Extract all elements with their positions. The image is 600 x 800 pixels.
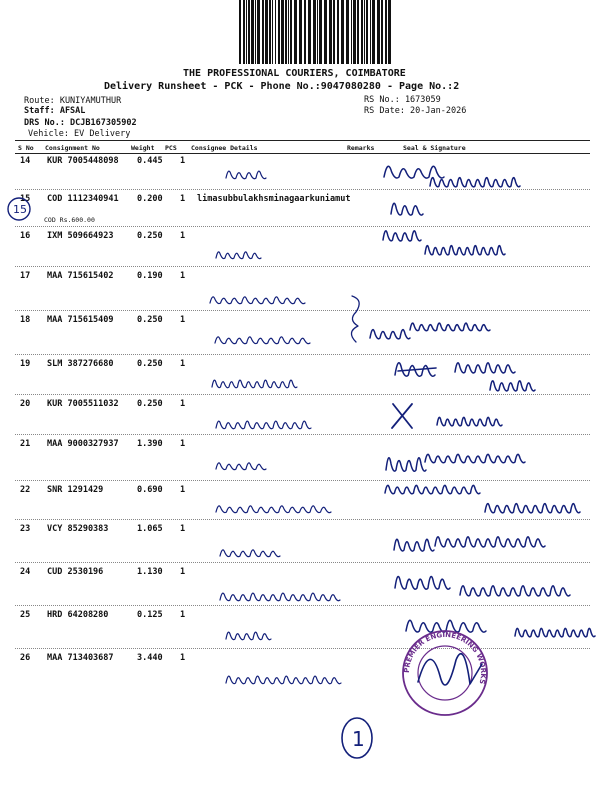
- row-consignment: MAA 715615409: [47, 315, 114, 325]
- remarks-brace-mark: [351, 296, 359, 342]
- signature-handwriting: [490, 381, 535, 391]
- row-sno: 14: [20, 156, 31, 166]
- consignee-handwriting: [210, 297, 305, 304]
- row-consignment: VCY 85290383: [47, 524, 109, 534]
- row-divider: [15, 562, 590, 563]
- company-seal-stamp: [403, 631, 487, 715]
- row-sno: 24: [20, 567, 31, 577]
- cross-mark: [392, 404, 412, 428]
- row-weight: 0.190: [137, 271, 163, 281]
- signature-handwriting: [383, 231, 421, 241]
- signature-handwriting: [515, 628, 595, 636]
- row-consignment: MAA 713403687: [47, 653, 114, 663]
- row-divider: [15, 648, 590, 649]
- header-bottom-rule: [15, 153, 590, 154]
- row-sno: 17: [20, 271, 31, 281]
- row-weight: 0.250: [137, 359, 163, 369]
- consignee-handwriting: [215, 337, 310, 344]
- signature-handwriting: [406, 620, 486, 632]
- row-divider: [15, 189, 590, 190]
- row-consignee: limasubbulakhsminagaarkuniamut: [197, 194, 351, 204]
- row-weight: 0.445: [137, 156, 163, 166]
- row-divider: [15, 519, 590, 520]
- row-weight: 1.390: [137, 439, 163, 449]
- col-signature: Seal & Signature: [403, 144, 466, 152]
- row-pcs: 1: [180, 653, 186, 663]
- rs-date: RS Date: 20-Jan-2026: [364, 106, 467, 116]
- signature-handwriting: [460, 586, 570, 596]
- row-sno: 22: [20, 485, 31, 495]
- signature-handwriting: [437, 417, 502, 425]
- consignee-handwriting: [220, 593, 340, 601]
- row-pcs: 1: [180, 231, 186, 241]
- footer-mark-text: 1: [352, 727, 365, 751]
- row-pcs: 1: [180, 524, 186, 534]
- row-divider: [15, 266, 590, 267]
- row-weight: 0.690: [137, 485, 163, 495]
- consignee-handwriting: [226, 632, 271, 640]
- consignee-handwriting: [216, 506, 331, 513]
- col-weight: Weight: [131, 144, 155, 152]
- row-pcs: 1: [180, 485, 186, 495]
- row-divider: [15, 394, 590, 395]
- row-sno: 20: [20, 399, 31, 409]
- signature-handwriting: [425, 246, 505, 255]
- signature-handwriting: [425, 454, 525, 462]
- header-top-rule: [15, 140, 590, 141]
- row-divider: [15, 434, 590, 435]
- row-consignment: MAA 715615402: [47, 271, 114, 281]
- row-sno: 18: [20, 315, 31, 325]
- row-sno: 15: [20, 194, 31, 204]
- row-consignment: IXM 509664923: [47, 231, 114, 241]
- signature-handwriting: [386, 458, 426, 471]
- col-sno: S No: [18, 144, 34, 152]
- row-divider: [15, 605, 590, 606]
- row-weight: 0.125: [137, 610, 163, 620]
- row-sno: 21: [20, 439, 31, 449]
- row-consignment: COD 1112340941: [47, 194, 119, 204]
- row-weight: 0.250: [137, 315, 163, 325]
- row-sno: 23: [20, 524, 31, 534]
- row-pcs: 1: [180, 194, 186, 204]
- row-pcs: 1: [180, 156, 186, 166]
- consignee-handwriting: [216, 252, 261, 259]
- row-pcs: 1: [180, 315, 186, 325]
- row15-mark-text: 15: [13, 203, 27, 216]
- row-divider: [15, 480, 590, 481]
- row-weight: 0.250: [137, 399, 163, 409]
- signature-handwriting: [435, 537, 545, 547]
- row-weight: 0.250: [137, 231, 163, 241]
- signature-line: [398, 368, 436, 371]
- cod-amount: COD Rs.600.00: [44, 216, 95, 224]
- signature-handwriting: [384, 166, 444, 178]
- route-label: Route: KUNIYAMUTHUR: [24, 96, 122, 106]
- signature-handwriting: [370, 330, 410, 339]
- signature-handwriting: [394, 539, 434, 551]
- signature-handwriting: [455, 363, 515, 373]
- row-consignment: KUR 7005511032: [47, 399, 119, 409]
- row-sno: 19: [20, 359, 31, 369]
- drs-number: DRS No.: DCJB167305902: [24, 118, 137, 128]
- row-consignment: SLM 387276680: [47, 359, 114, 369]
- signature-handwriting: [395, 577, 450, 590]
- signature-handwriting: [385, 485, 480, 493]
- staff-label: Staff: AFSAL: [24, 106, 86, 116]
- stamp-signature: [418, 654, 482, 685]
- row-consignment: SNR 1291429: [47, 485, 104, 495]
- col-consignee: Consignee Details: [191, 144, 258, 152]
- consignee-handwriting: [216, 421, 311, 429]
- row-pcs: 1: [180, 399, 186, 409]
- col-pcs: PCS: [165, 144, 177, 152]
- row-divider: [15, 310, 590, 311]
- footer-circle-mark: [342, 718, 372, 758]
- row-divider: [15, 226, 590, 227]
- signature-handwriting: [485, 504, 580, 513]
- row-pcs: 1: [180, 567, 186, 577]
- row-pcs: 1: [180, 359, 186, 369]
- svg-text:PREMIER ENGINEERING WORKS: PREMIER ENGINEERING WORKS: [402, 630, 488, 685]
- row-weight: 1.065: [137, 524, 163, 534]
- col-consignment: Consignment No: [45, 144, 100, 152]
- consignee-handwriting: [226, 676, 341, 684]
- col-remarks: Remarks: [347, 144, 375, 152]
- company-title: THE PROFESSIONAL COURIERS, COIMBATORE: [183, 68, 406, 79]
- row-consignment: MAA 9000327937: [47, 439, 119, 449]
- signature-handwriting: [410, 323, 490, 331]
- consignee-handwriting: [226, 171, 266, 179]
- runsheet-subtitle: Delivery Runsheet - PCK - Phone No.:9047080280 - Page No.:2: [104, 81, 460, 92]
- signature-handwriting: [395, 363, 435, 376]
- row-pcs: 1: [180, 610, 186, 620]
- row-sno: 26: [20, 653, 31, 663]
- row-consignment: KUR 7005448098: [47, 156, 119, 166]
- signature-handwriting: [391, 203, 423, 215]
- row-weight: 0.200: [137, 194, 163, 204]
- row-consignment: HRD 64208280: [47, 610, 109, 620]
- row-pcs: 1: [180, 271, 186, 281]
- row-sno: 25: [20, 610, 31, 620]
- barcode: [235, 0, 395, 66]
- row-weight: 1.130: [137, 567, 163, 577]
- row-pcs: 1: [180, 439, 186, 449]
- rs-number: RS No.: 1673059: [364, 95, 441, 105]
- consignee-handwriting: [216, 463, 266, 470]
- consignee-handwriting: [220, 550, 280, 557]
- vehicle-label: Vehicle: EV Delivery: [28, 129, 131, 139]
- consignee-handwriting: [212, 380, 297, 388]
- row-sno: 16: [20, 231, 31, 241]
- row-divider: [15, 354, 590, 355]
- signature-handwriting: [430, 178, 520, 187]
- row-consignment: CUD 2530196: [47, 567, 104, 577]
- row-weight: 3.440: [137, 653, 163, 663]
